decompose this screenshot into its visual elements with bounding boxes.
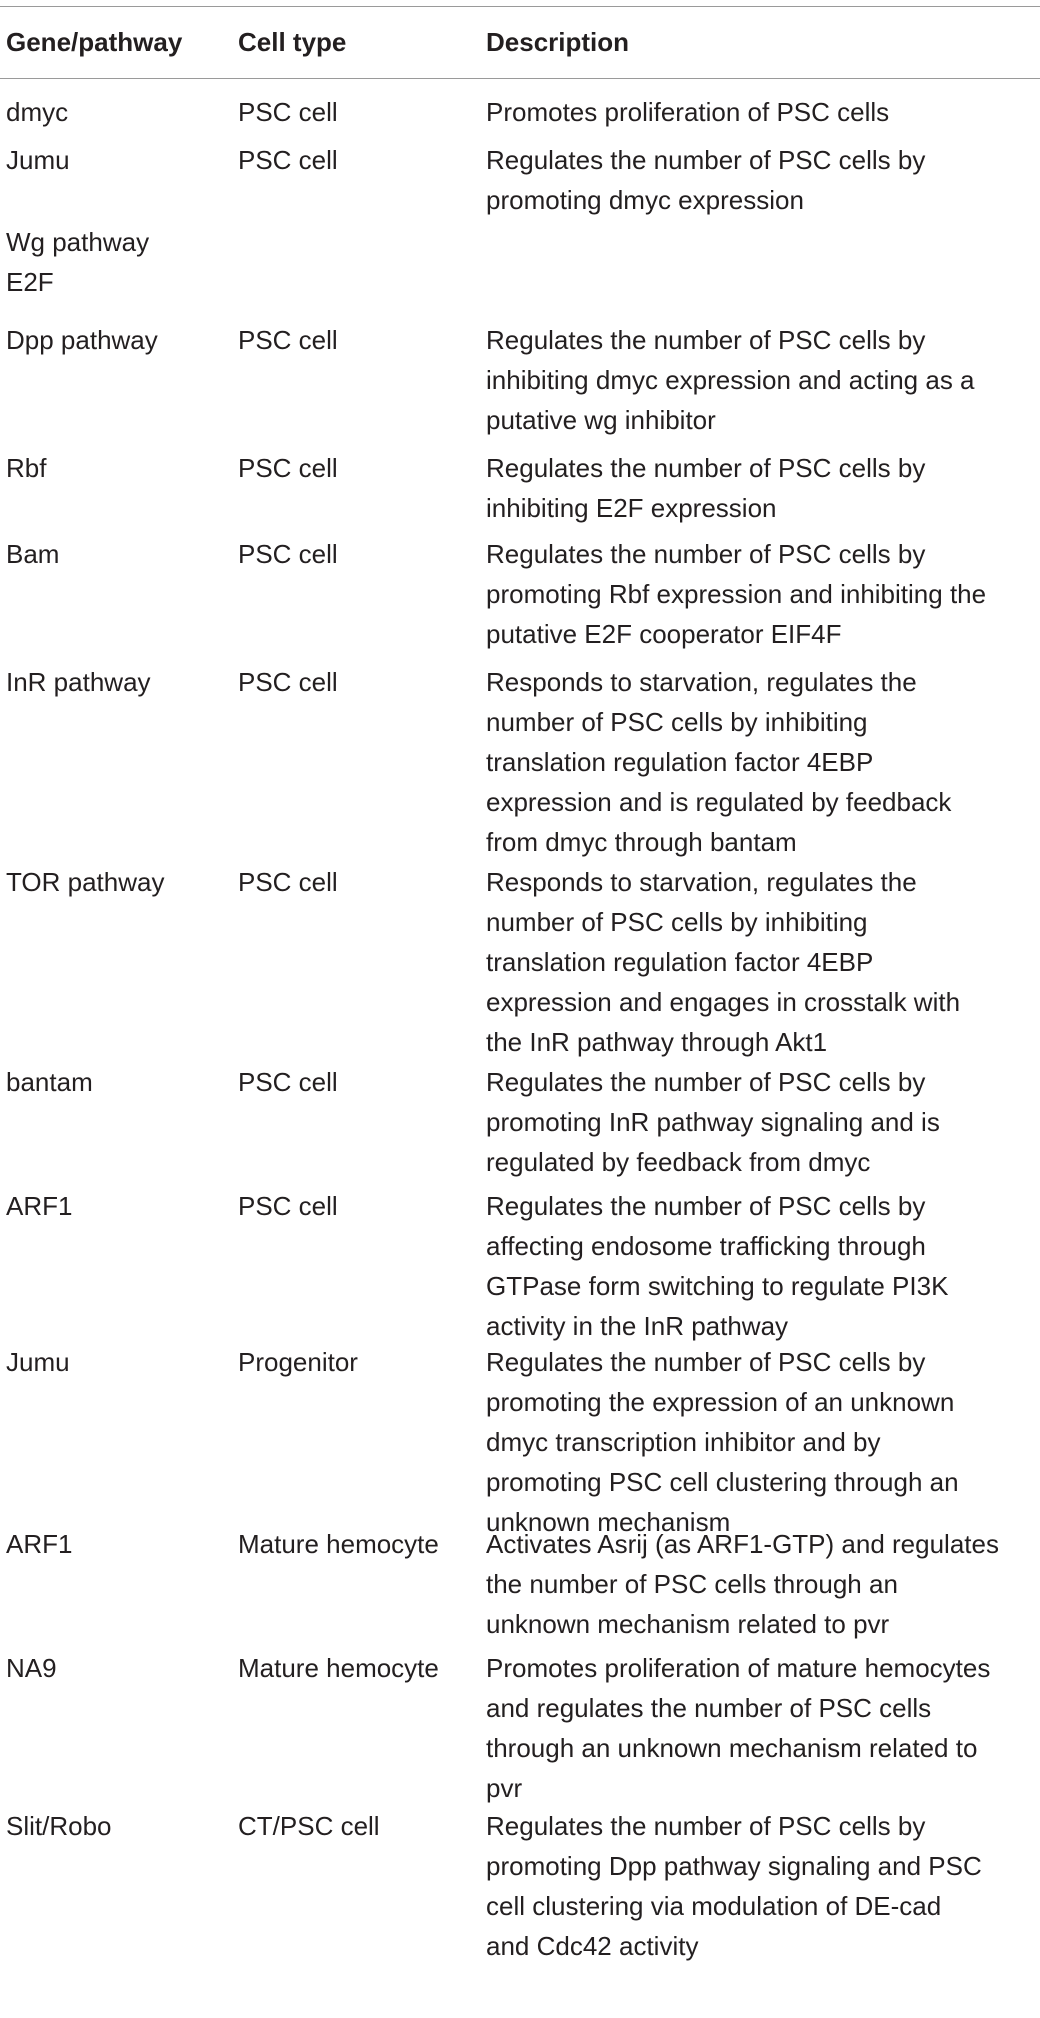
description-line: and regulates the number of PSC cells [486, 1693, 932, 1723]
description-line: from dmyc through bantam [486, 827, 797, 857]
cell-gene: Jumu [6, 145, 70, 175]
cell-type: PSC cell [238, 1067, 338, 1097]
cell-gene: NA9 [6, 1653, 57, 1683]
description-line: inhibiting dmyc expression and acting as a [486, 365, 975, 395]
cell-gene: dmyc [6, 97, 69, 127]
description-line: promoting InR pathway signaling and is [486, 1107, 940, 1137]
description-line: Activates Asrij (as ARF1-GTP) and regulates [486, 1529, 999, 1559]
description-line: Responds to starvation, regulates the [486, 667, 917, 697]
cell-description [486, 1062, 940, 1182]
cell-type: PSC cell [238, 667, 338, 697]
description-line: the number of PSC cells through an [486, 1569, 898, 1599]
cell-gene: E2F [6, 267, 54, 297]
description-line: inhibiting E2F expression [486, 493, 777, 523]
description-line: unknown mechanism [486, 1507, 731, 1537]
cell-gene: InR pathway [6, 667, 151, 697]
description-line: dmyc transcription inhibitor and by [486, 1427, 881, 1457]
description-line: expression and is regulated by feedback [486, 787, 952, 817]
cell-gene: ARF1 [6, 1529, 73, 1559]
cell-type: PSC cell [238, 867, 338, 897]
description-line: promoting the expression of an unknown [486, 1387, 955, 1417]
cell-description [486, 448, 925, 528]
description-line: translation regulation factor 4EBP [486, 947, 874, 977]
description-line: expression and engages in crosstalk with [486, 987, 961, 1017]
cell-gene: ARF1 [6, 1191, 73, 1221]
cell-type: PSC cell [238, 97, 338, 127]
cell-gene: TOR pathway [6, 867, 165, 897]
cell-type: Mature hemocyte [238, 1653, 439, 1683]
cell-description [486, 1524, 999, 1644]
cell-gene: Wg pathway [6, 227, 150, 257]
description-line: Regulates the number of PSC cells by [486, 539, 926, 569]
cell-description [486, 1342, 959, 1542]
description-line: number of PSC cells by inhibiting [486, 907, 868, 937]
table-header-rule [0, 78, 1040, 79]
description-line: Regulates the number of PSC cells by [486, 1191, 926, 1221]
table-header-row [0, 20, 1040, 64]
cell-description [486, 534, 986, 654]
description-line: promoting Rbf expression and inhibiting the [486, 579, 987, 609]
description-line: the InR pathway through Akt1 [486, 1027, 828, 1057]
description-line: number of PSC cells by inhibiting [486, 707, 868, 737]
description-line: Regulates the number of PSC cells by [486, 1347, 926, 1377]
header-cell-type: Cell type [238, 27, 347, 57]
description-line: affecting endosome trafficking through [486, 1231, 926, 1261]
description-line: promoting dmyc expression [486, 185, 804, 215]
cell-type: PSC cell [238, 325, 338, 355]
cell-gene: bantam [6, 1067, 93, 1097]
cell-description [486, 1806, 982, 1966]
cell-gene: Bam [6, 539, 60, 569]
header-description: Description [486, 27, 630, 57]
cell-description [486, 1186, 948, 1346]
cell-description [486, 862, 960, 1062]
cell-type: PSC cell [238, 453, 338, 483]
cell-type: CT/PSC cell [238, 1811, 380, 1841]
description-line: through an unknown mechanism related to [486, 1733, 978, 1763]
description-line: Promotes proliferation of PSC cells [486, 97, 890, 127]
cell-gene: Jumu [6, 1347, 70, 1377]
description-line: Responds to starvation, regulates the [486, 867, 917, 897]
description-line: putative E2F cooperator EIF4F [486, 619, 842, 649]
cell-type: PSC cell [238, 1191, 338, 1221]
cell-description [486, 140, 925, 220]
description-line: unknown mechanism related to pvr [486, 1609, 890, 1639]
description-line: putative wg inhibitor [486, 405, 716, 435]
description-line: regulated by feedback from dmyc [486, 1147, 871, 1177]
description-line: and Cdc42 activity [486, 1931, 699, 1961]
cell-description [486, 92, 889, 132]
description-line: Regulates the number of PSC cells by [486, 453, 926, 483]
description-line: Regulates the number of PSC cells by [486, 325, 926, 355]
description-line: pvr [486, 1773, 523, 1803]
table-top-rule [0, 6, 1040, 7]
description-line: cell clustering via modulation of DE-cad [486, 1891, 942, 1921]
cell-gene: Rbf [6, 453, 47, 483]
cell-type: PSC cell [238, 539, 338, 569]
header-gene: Gene/pathway [6, 27, 183, 57]
description-line: Regulates the number of PSC cells by [486, 145, 926, 175]
description-line: promoting Dpp pathway signaling and PSC [486, 1851, 982, 1881]
cell-type: Progenitor [238, 1347, 358, 1377]
cell-description [486, 320, 975, 440]
description-line: Regulates the number of PSC cells by [486, 1811, 926, 1841]
cell-type: PSC cell [238, 145, 338, 175]
cell-gene: Dpp pathway [6, 325, 158, 355]
cell-gene: Slit/Robo [6, 1811, 112, 1841]
description-line: Regulates the number of PSC cells by [486, 1067, 926, 1097]
cell-description [486, 662, 951, 862]
cell-type: Mature hemocyte [238, 1529, 439, 1559]
cell-description [486, 1648, 990, 1808]
description-line: activity in the InR pathway [486, 1311, 789, 1341]
description-line: Promotes proliferation of mature hemocytes [486, 1653, 991, 1683]
description-line: translation regulation factor 4EBP [486, 747, 874, 777]
description-line: GTPase form switching to regulate PI3K [486, 1271, 949, 1301]
description-line: promoting PSC cell clustering through an [486, 1467, 959, 1497]
